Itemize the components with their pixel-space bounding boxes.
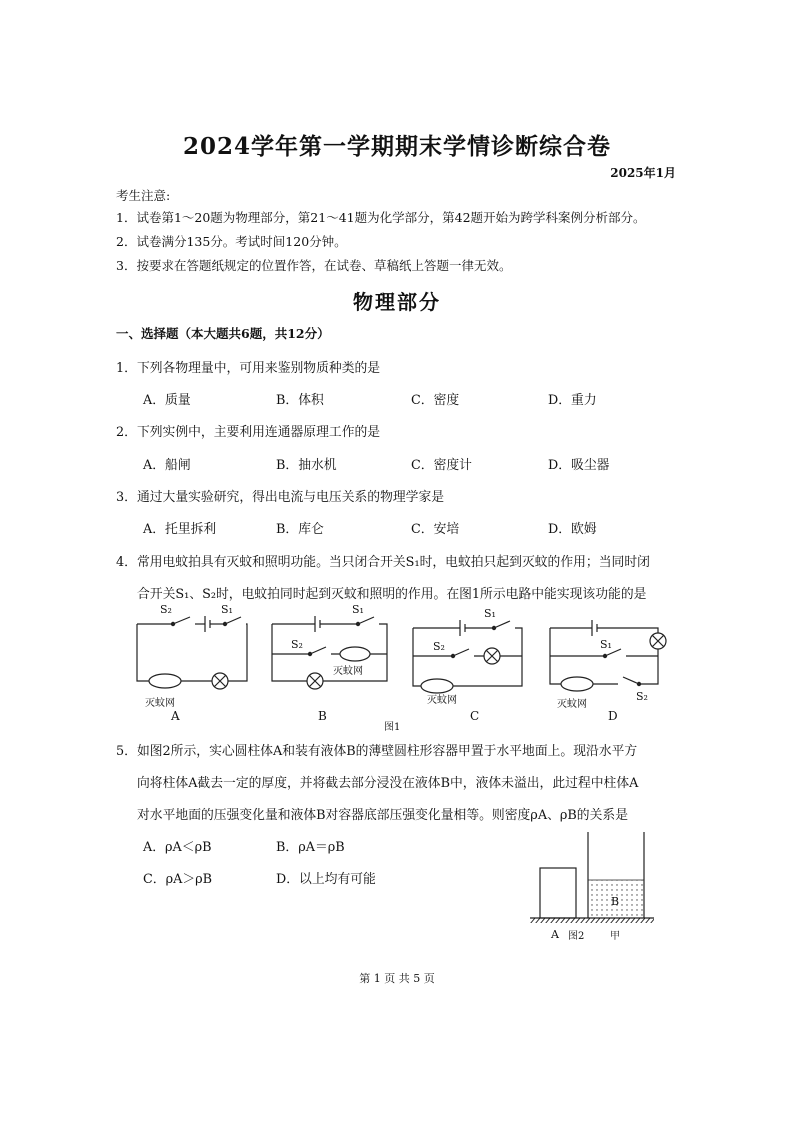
q2-option-a: A．船闸 (143, 458, 191, 473)
q2-option-c: C．密度计 (411, 458, 472, 473)
q5-option-d: D．以上均有可能 (276, 872, 376, 887)
exam-date: 2025年1月 (610, 166, 676, 180)
question-5-stem-line1: 5．如图2所示，实心圆柱体A和装有液体B的薄壁圆柱形容器甲置于水平地面上。现沿水平方 (116, 744, 638, 759)
part-heading: 一、选择题（本大题共6题，共12分） (116, 326, 330, 341)
question-5-stem-line3: 对水平地面的压强变化量和液体B对容器底部压强变化量相等。则密度ρA、ρB的关系是 (137, 808, 628, 823)
circuit-d-s1-label: S₁ (600, 638, 612, 651)
circuit-a (137, 616, 247, 689)
circuit-b (272, 616, 387, 689)
notice-item: 1．试卷第1～20题为物理部分，第21～41题为化学部分，第42题开始为跨学科案例分析部分。 (116, 210, 646, 225)
page-number: 第 1 页 共 5 页 (359, 972, 435, 985)
circuit-b-s2-label: S₂ (291, 638, 303, 651)
q3-option-c: C．安培 (411, 522, 460, 537)
question-2-stem: 2．下列实例中，主要利用连通器原理工作的是 (116, 425, 381, 440)
circuit-c (413, 620, 522, 693)
q3-option-a: A．托里拆利 (143, 522, 217, 537)
q3-option-b: B．库仑 (276, 522, 324, 537)
label-a: A (551, 928, 559, 941)
q5-option-b: B．ρA＝ρB (276, 840, 345, 855)
circuit-a-net-label: 灭蚊网 (145, 698, 175, 709)
question-4-stem-line1: 4．常用电蚊拍具有灭蚊和照明功能。当只闭合开关S₁时，电蚊拍只起到灭蚊的作用；当同时闭 (116, 555, 650, 570)
circuit-c-label: C (470, 709, 480, 723)
figure-1-caption: 图1 (384, 722, 401, 733)
question-4-stem-line2: 合开关S₁、S₂时，电蚊拍同时起到灭蚊和照明的作用。在图1所示电路中能实现该功能的是 (137, 587, 647, 602)
circuit-a-s2-label: S₂ (160, 603, 172, 616)
cylinder-a (540, 868, 576, 918)
q5-option-a: A．ρA＜ρB (143, 840, 212, 855)
question-5-stem-line2: 向将柱体A截去一定的厚度，并将截去部分浸没在液体B中，液体未溢出，此过程中柱体A (137, 776, 639, 791)
notice-heading: 考生注意: (116, 188, 171, 203)
circuit-d-label: D (608, 709, 618, 723)
circuit-d-s2-label: S₂ (636, 690, 648, 703)
q5-option-c: C．ρA＞ρB (143, 872, 213, 887)
circuit-b-label: B (318, 709, 327, 723)
circuit-c-s2-label: S₂ (433, 640, 445, 653)
circuit-b-net-label: 灭蚊网 (333, 666, 363, 677)
q3-option-d: D．欧姆 (548, 522, 597, 537)
exam-title: 2024学年第一学期期末学情诊断综合卷 (182, 133, 611, 160)
circuit-d (550, 620, 666, 691)
figure-2-caption: 图2 (568, 931, 585, 942)
circuit-a-label: A (171, 709, 180, 723)
q1-option-b: B．体积 (276, 393, 324, 408)
circuit-d-net-label: 灭蚊网 (557, 699, 587, 710)
q2-option-d: D．吸尘器 (548, 458, 610, 473)
section-title: 物理部分 (353, 290, 441, 314)
label-container: 甲 (610, 931, 620, 942)
notice-item: 3．按要求在答题纸规定的位置作答，在试卷、草稿纸上答题一律无效。 (116, 258, 512, 273)
circuit-a-s1-label: S₁ (221, 603, 233, 616)
question-1-stem: 1．下列各物理量中，可用来鉴别物质种类的是 (116, 361, 381, 376)
label-b: B (611, 895, 620, 908)
q1-option-c: C．密度 (411, 393, 460, 408)
q2-option-b: B．抽水机 (276, 458, 337, 473)
notice-item: 2．试卷满分135分。考试时间120分钟。 (116, 234, 347, 249)
ground-hatch (530, 918, 654, 923)
q1-option-a: A．质量 (143, 393, 191, 408)
q1-option-d: D．重力 (548, 393, 597, 408)
figure-1-circuits (0, 600, 794, 735)
question-3-stem: 3．通过大量实验研究，得出电流与电压关系的物理学家是 (116, 490, 445, 505)
circuit-c-net-label: 灭蚊网 (427, 695, 457, 706)
circuit-b-s1-label: S₁ (352, 603, 364, 616)
circuit-c-s1-label: S₁ (484, 607, 496, 620)
figure-2-diagram (520, 828, 660, 948)
